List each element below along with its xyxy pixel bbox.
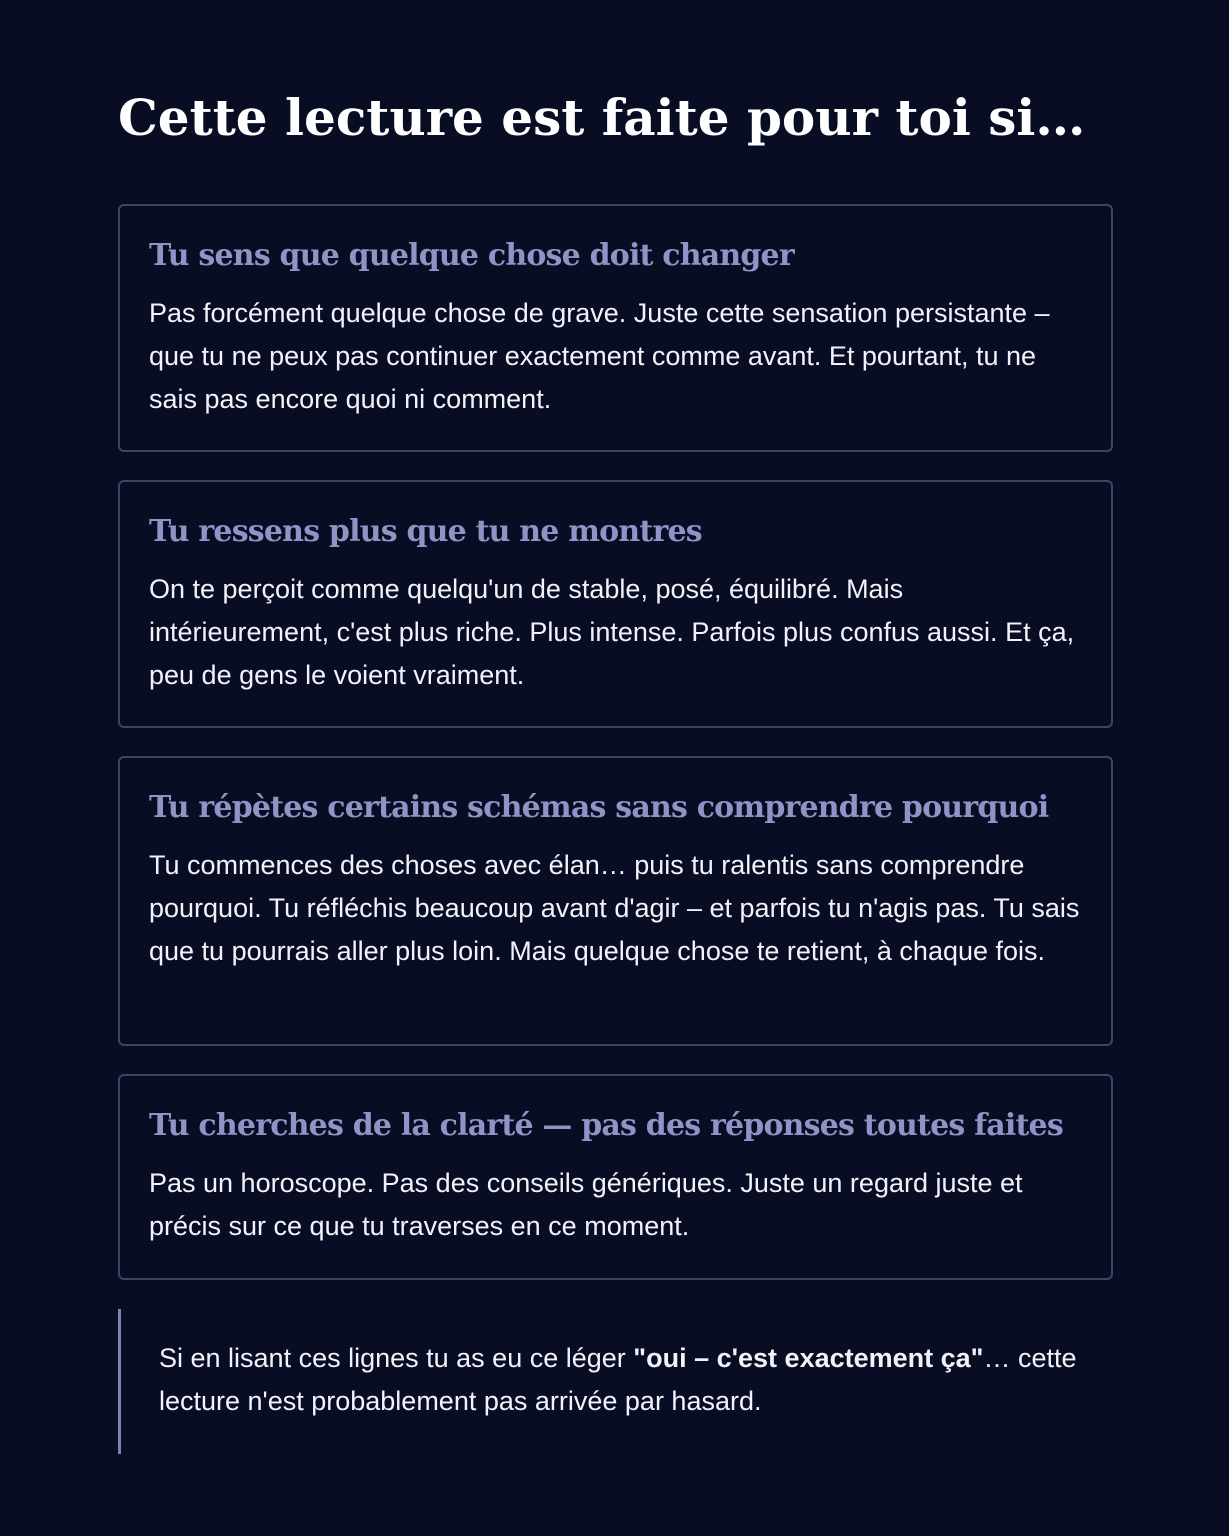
quote-prefix: Si en lisant ces lignes tu as eu ce léger (159, 1343, 634, 1373)
criteria-card-feel (118, 480, 1113, 728)
criteria-card-clarity (118, 1074, 1113, 1280)
quote-suffix: … cette lecture n'est probablement pas arrivée par hasard. (159, 1343, 1077, 1416)
page-title: Cette lecture est faite pour toi si… (118, 88, 1086, 147)
card-text: On te perçoit comme quelqu'un de stable, posé, équilibré. Mais intérieurement, c'est plus riche. Plus intense. Parfois plus confus aussi. Et ça, peu de gens le voient vraiment. (149, 574, 1075, 690)
card-title: Tu ressens plus que tu ne montres (149, 514, 702, 549)
card-text: Pas un horoscope. Pas des conseils génériques. Juste un regard juste et précis sur ce que tu traverses en ce moment. (149, 1168, 1023, 1241)
card-text: Pas forcément quelque chose de grave. Juste cette sensation persistante – que tu ne peux pas continuer exactement comme avant. Et pourtant, tu ne sais pas encore quoi ni comment. (149, 298, 1050, 414)
card-title: Tu répètes certains schémas sans comprendre pourquoi (149, 790, 1049, 825)
criteria-card-patterns (118, 756, 1113, 1046)
quote-emphasis: "oui – c'est exactement ça" (633, 1343, 984, 1373)
closing-quote (118, 1309, 1113, 1454)
criteria-card-change (118, 204, 1113, 452)
card-title: Tu cherches de la clarté — pas des réponses toutes faites (149, 1108, 1063, 1143)
card-title: Tu sens que quelque chose doit changer (149, 238, 794, 273)
quote-text (159, 1337, 1119, 1423)
card-text: Tu commences des choses avec élan… puis tu ralentis sans comprendre pourquoi. Tu réfléchis beaucoup avant d'agir – et parfois tu n'agis pas. Tu sais que tu pourrais aller plus loin. Mais quelque chose te retient, à chaque fois. (149, 850, 1080, 966)
